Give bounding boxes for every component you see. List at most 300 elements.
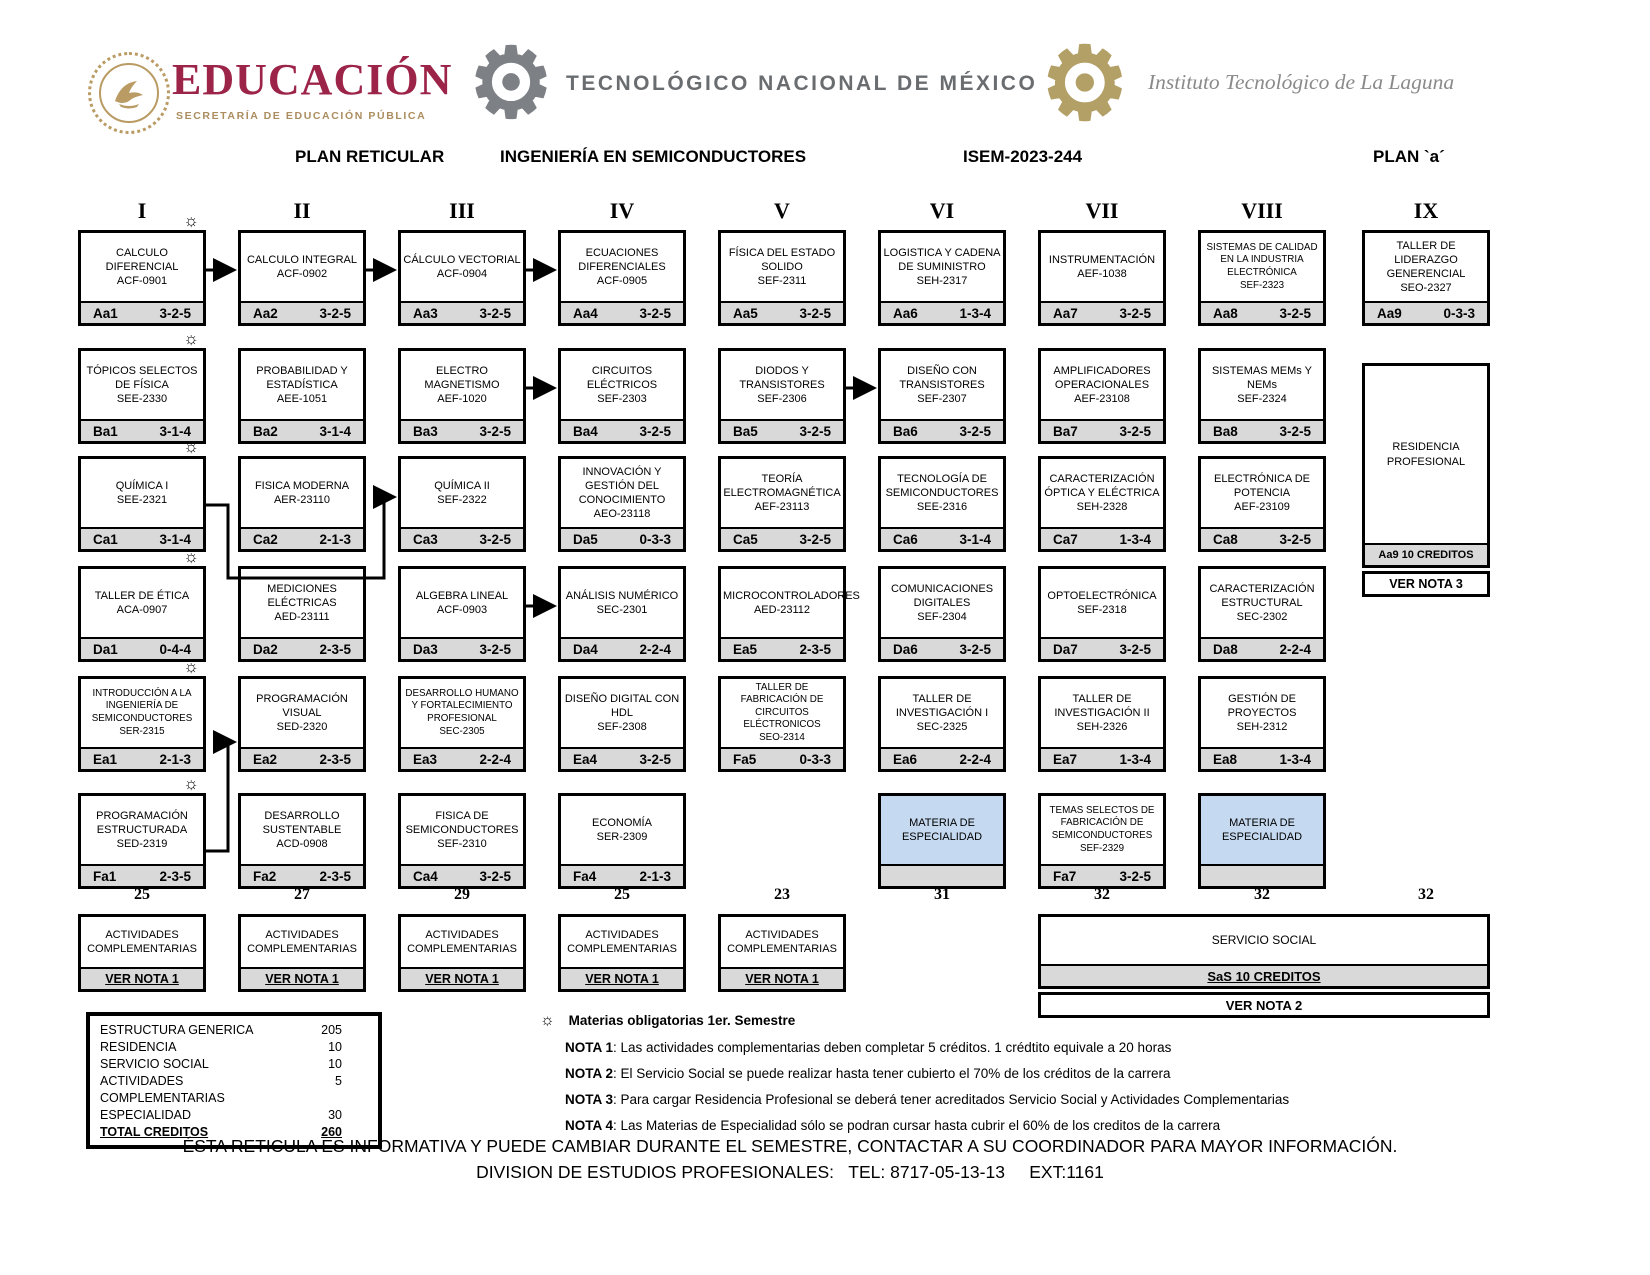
course-title	[881, 796, 1003, 864]
course-credits: 3-2-5	[1279, 305, 1311, 321]
semester-credit-total: 31	[934, 886, 950, 903]
course-credit-bar	[241, 864, 363, 886]
actividades-box	[398, 914, 526, 992]
course-credit-bar	[561, 864, 683, 886]
course-code: SEF-2329	[1079, 842, 1125, 854]
course-id: Fa7	[1053, 868, 1077, 884]
course-id: Aa8	[1213, 305, 1238, 321]
course-code: AEO-23118	[593, 508, 651, 521]
course-id: Aa7	[1053, 305, 1078, 321]
course-credits: 3-2-5	[159, 305, 191, 321]
credits-table-value: 260	[321, 1125, 342, 1139]
actividades-title	[561, 917, 683, 967]
course-id: Da2	[253, 641, 278, 657]
course-name: LOGISTICA Y CADENA DE SUMINISTRO	[883, 246, 1001, 273]
course-id: Ea4	[573, 751, 598, 767]
note-line: NOTA 3: Para cargar Residencia Profesional se deberá tener acreditados Servicio Social y Actividades Complementarias	[565, 1092, 1290, 1107]
course-code: SEF-2304	[917, 611, 967, 624]
course-code: ACF-0902	[276, 268, 328, 280]
course-id: Ea2	[253, 751, 278, 767]
course-title	[241, 569, 363, 637]
course-title	[81, 459, 203, 527]
course-credits: 3-2-5	[959, 423, 991, 439]
course-credit-bar	[881, 301, 1003, 323]
course-credit-bar	[721, 637, 843, 659]
course-id: Fa5	[733, 751, 757, 767]
semester-credit-total: 29	[454, 886, 470, 903]
course-name: MEDICIONES ELÉCTRICAS	[267, 582, 337, 609]
course-id: Ca8	[1213, 531, 1238, 547]
course-name: CIRCUITOS ELÉCTRICOS	[586, 364, 658, 391]
course-id: Ba4	[573, 423, 598, 439]
course-credits: 3-2-5	[1119, 641, 1151, 657]
course-name: FISICA MODERNA	[254, 479, 350, 492]
course-box	[398, 348, 526, 444]
actividades-note: VER NOTA 1	[105, 972, 179, 986]
course-id: Da1	[93, 641, 118, 657]
course-box	[1198, 456, 1326, 552]
course-credit-bar	[881, 419, 1003, 441]
course-id: Ea5	[733, 641, 758, 657]
course-name: DISEÑO CON TRANSISTORES	[899, 364, 985, 391]
course-title	[241, 459, 363, 527]
course-name: DIODOS Y TRANSISTORES	[739, 364, 825, 391]
course-title	[561, 796, 683, 864]
course-code: SEC-2302	[1236, 611, 1288, 624]
course-credits: 0-3-3	[799, 751, 831, 767]
note-label: NOTA 4	[565, 1118, 614, 1133]
actividades-note: VER NOTA 1	[265, 972, 339, 986]
course-name: CARACTERIZACIÓN ESTRUCTURAL	[1209, 582, 1315, 609]
course-box	[238, 230, 366, 326]
credits-table-row	[100, 1039, 370, 1056]
course-name: ANÁLISIS NUMÉRICO	[565, 589, 679, 602]
course-title	[1201, 679, 1323, 747]
course-credit-bar	[721, 747, 843, 769]
course-credits: 3-2-5	[1119, 423, 1151, 439]
sun-star-icon: ☼	[540, 1012, 555, 1029]
actividades-note-bar	[81, 967, 203, 989]
course-credit-bar	[241, 301, 363, 323]
course-credits: 1-3-4	[1119, 531, 1151, 547]
course-title	[1041, 569, 1163, 637]
course-box	[1198, 676, 1326, 772]
course-id: Aa9	[1377, 305, 1402, 321]
program-title: INGENIERÍA EN SEMICONDUCTORES	[500, 147, 807, 166]
course-title	[401, 459, 523, 527]
course-title	[561, 459, 683, 527]
credits-table-label: ACTIVIDADES COMPLEMENTARIAS	[100, 1074, 225, 1105]
course-credits: 2-3-5	[319, 641, 351, 657]
course-credit-bar	[1365, 301, 1487, 323]
course-title	[81, 233, 203, 301]
actividades-note-bar	[401, 967, 523, 989]
course-credit-bar	[401, 864, 523, 886]
course-name: DISEÑO DIGITAL CON HDL	[564, 692, 680, 719]
course-credits: 3-2-5	[479, 868, 511, 884]
course-id: Da7	[1053, 641, 1078, 657]
actividades-name: ACTIVIDADES COMPLEMENTARIAS	[247, 928, 357, 955]
course-title	[721, 569, 860, 637]
course-title	[241, 679, 363, 747]
semester-header: IX	[1413, 198, 1439, 223]
course-box	[398, 676, 526, 772]
course-code: SEH-2328	[1076, 501, 1128, 514]
semester-header: IV	[609, 198, 635, 223]
itl-wordmark: Instituto Tecnológico de La Laguna	[1148, 70, 1455, 94]
course-credit-bar	[241, 419, 363, 441]
course-credits: 3-2-5	[639, 751, 671, 767]
course-box	[1038, 676, 1166, 772]
semester-header: III	[449, 198, 475, 223]
course-id: Da8	[1213, 641, 1238, 657]
course-code: ACF-0904	[436, 268, 488, 280]
course-box	[558, 566, 686, 662]
course-id: Ca6	[893, 531, 918, 547]
semester-credit-total: 27	[294, 886, 310, 903]
course-name: QUÍMICA II	[434, 479, 490, 492]
course-title	[721, 233, 843, 301]
course-id: Ba5	[733, 423, 758, 439]
course-box	[238, 348, 366, 444]
tecnm-gear-icon: ⚙	[468, 30, 555, 137]
note-line: NOTA 2: El Servicio Social se puede realizar hasta tener cubierto el 70% de los créditos de la carrera	[565, 1066, 1171, 1081]
course-box	[1038, 566, 1166, 662]
semester-header: V	[774, 198, 790, 223]
course-box	[878, 348, 1006, 444]
itl-gear-icon: ⚙	[1040, 28, 1130, 140]
course-credits: 1-3-4	[1279, 751, 1311, 767]
course-credit-bar	[881, 864, 1003, 886]
course-id: Ca1	[93, 531, 118, 547]
sun-star-icon: ☼	[183, 657, 199, 676]
course-code: SEH-2317	[916, 275, 968, 288]
course-credit-bar	[721, 301, 843, 323]
course-credit-bar	[561, 637, 683, 659]
credits-table-row	[100, 1056, 370, 1073]
course-id: Fa2	[253, 868, 277, 884]
semester-credit-total: 25	[614, 886, 630, 903]
course-box	[238, 676, 366, 772]
note-label: NOTA 3	[565, 1092, 614, 1107]
course-id: Ba8	[1213, 423, 1238, 439]
course-credit-bar	[1201, 527, 1323, 549]
residencia-title: RESIDENCIA PROFESIONAL	[1386, 441, 1466, 468]
course-credits: 2-1-3	[639, 868, 671, 884]
course-box	[398, 230, 526, 326]
credits-table-label: TOTAL CREDITOS	[100, 1125, 209, 1139]
credits-table-value: 205	[321, 1023, 342, 1037]
course-box	[398, 566, 526, 662]
course-id: Ca4	[413, 868, 438, 884]
course-id: Ea7	[1053, 751, 1078, 767]
semester-credit-total: 23	[774, 886, 790, 903]
actividades-note-bar	[721, 967, 843, 989]
course-title	[721, 351, 843, 419]
actividades-box	[238, 914, 366, 992]
course-code: SEE-2330	[116, 393, 168, 406]
course-credit-bar	[1201, 637, 1323, 659]
actividades-note-bar	[241, 967, 363, 989]
course-box	[558, 676, 686, 772]
footer-disclaimer: ÉSTA RETICULA ES INFORMATIVA Y PUEDE CAMBIAR DURANTE EL SEMESTRE, CONTACTAR A SU COORDINADOR PARA MAYOR INFORMACIÓN.	[182, 1136, 1398, 1156]
course-title	[81, 796, 203, 864]
course-id: Da6	[893, 641, 918, 657]
course-credit-bar	[1201, 301, 1323, 323]
semester-credit-total: 32	[1418, 886, 1434, 903]
course-box	[238, 793, 366, 889]
course-credits: 3-2-5	[479, 641, 511, 657]
course-id: Ea1	[93, 751, 118, 767]
course-name: TEMAS SELECTOS DE FABRICACIÓN DE SEMICONDUCTORES	[1049, 804, 1155, 841]
semester-header: VIII	[1241, 198, 1283, 223]
course-credit-bar	[1201, 419, 1323, 441]
course-box	[78, 211, 206, 326]
course-box	[878, 456, 1006, 552]
course-credit-bar	[1041, 747, 1163, 769]
course-box	[1038, 793, 1166, 889]
course-credits: 2-1-3	[159, 751, 191, 767]
tecnm-wordmark: TECNOLÓGICO NACIONAL DE MÉXICO	[566, 72, 1038, 95]
course-credit-bar	[1041, 637, 1163, 659]
residencia-credit-bar	[1365, 543, 1487, 565]
specialty-course-box	[878, 793, 1006, 889]
course-id: Ba6	[893, 423, 918, 439]
course-title	[401, 796, 523, 864]
course-id: Aa2	[253, 305, 278, 321]
course-credits: 3-1-4	[319, 423, 351, 439]
course-id: Ea8	[1213, 751, 1238, 767]
course-code: SEF-2306	[757, 393, 807, 406]
course-code: SER-2315	[119, 725, 165, 737]
credits-table-label: SERVICIO SOCIAL	[100, 1057, 209, 1071]
actividades-title	[401, 917, 523, 967]
semester-credit-total: 25	[134, 886, 150, 903]
course-credits: 3-2-5	[799, 423, 831, 439]
course-credit-bar	[881, 527, 1003, 549]
course-box	[398, 793, 526, 889]
course-credits: 3-2-5	[1279, 531, 1311, 547]
course-credit-bar	[401, 637, 523, 659]
course-name: MATERIA DE ESPECIALIDAD	[901, 816, 983, 843]
course-title	[1365, 233, 1487, 301]
course-code: ACF-0905	[596, 275, 648, 288]
course-credits: 3-2-5	[319, 305, 351, 321]
course-title	[401, 351, 523, 419]
plan-code: ISEM-2023-244	[963, 147, 1083, 166]
course-name: SISTEMAS MEMs Y NEMs	[1211, 364, 1313, 391]
course-code: AEF-23109	[1234, 501, 1290, 514]
course-credits: 3-2-5	[1119, 305, 1151, 321]
course-name: MICROCONTROLADORES	[723, 589, 860, 602]
course-credit-bar	[81, 747, 203, 769]
actividades-note: VER NOTA 1	[585, 972, 659, 986]
course-credits: 3-2-5	[1119, 868, 1151, 884]
course-credit-bar	[81, 637, 203, 659]
course-box	[78, 657, 206, 772]
course-box	[878, 230, 1006, 326]
course-box	[558, 793, 686, 889]
course-code: SEC-2305	[439, 725, 485, 737]
course-code: SEF-2324	[1237, 393, 1287, 406]
sun-star-icon: ☼	[183, 211, 199, 230]
course-title	[881, 569, 1003, 637]
course-title	[1201, 796, 1323, 864]
course-code: SEF-2318	[1077, 604, 1127, 616]
course-credits: 2-1-3	[319, 531, 351, 547]
course-title	[241, 233, 363, 301]
course-box	[558, 348, 686, 444]
course-name: QUÍMICA I	[115, 479, 169, 492]
actividades-name: ACTIVIDADES COMPLEMENTARIAS	[87, 928, 197, 955]
actividades-name: ACTIVIDADES COMPLEMENTARIAS	[407, 928, 517, 955]
course-credit-bar	[241, 747, 363, 769]
course-code: AEF-1038	[1077, 268, 1127, 280]
course-name: SISTEMAS DE CALIDAD EN LA INDUSTRIA ELECTRÓNICA	[1206, 241, 1318, 278]
course-id: Fa1	[93, 868, 117, 884]
course-box	[1362, 230, 1490, 326]
course-credits: 3-2-5	[639, 305, 671, 321]
course-title	[1041, 351, 1163, 419]
note-label: NOTA 2	[565, 1066, 614, 1081]
credits-table-value: 10	[328, 1057, 342, 1071]
course-credit-bar	[1201, 864, 1323, 886]
course-credit-bar	[561, 419, 683, 441]
legend-mandatory-first-semester: ☼ Materias obligatorias 1er. Semestre	[540, 1012, 796, 1029]
course-title	[1041, 679, 1163, 747]
course-title	[1201, 351, 1323, 419]
actividades-title	[241, 917, 363, 967]
course-box	[238, 456, 366, 552]
credits-table-value: 30	[328, 1108, 342, 1122]
course-name: MATERIA DE ESPECIALIDAD	[1221, 816, 1303, 843]
course-credits: 3-2-5	[479, 531, 511, 547]
credits-table-label: ESTRUCTURA GENERICA	[100, 1023, 254, 1037]
sep-wordmark: EDUCACIÓN	[172, 55, 453, 104]
course-box	[718, 676, 846, 772]
course-credits: 0-3-3	[639, 531, 671, 547]
course-id: Ba2	[253, 423, 278, 439]
course-credits: 3-1-4	[959, 531, 991, 547]
course-code: SEF-2310	[437, 838, 487, 851]
sep-seal-logo	[88, 52, 170, 134]
course-name: ALGEBRA LINEAL	[415, 589, 509, 602]
course-credit-bar	[721, 419, 843, 441]
course-credits: 2-3-5	[319, 751, 351, 767]
course-credits: 0-3-3	[1443, 305, 1475, 321]
course-box	[398, 456, 526, 552]
course-title	[81, 569, 203, 637]
page-title: PLAN RETICULAR	[295, 147, 445, 166]
course-title	[241, 351, 363, 419]
course-name: GESTIÓN DE PROYECTOS	[1227, 692, 1297, 719]
course-credit-bar	[1041, 527, 1163, 549]
actividades-note-bar	[561, 967, 683, 989]
semester-header: I	[137, 198, 147, 223]
actividades-box	[78, 914, 206, 992]
course-credit-bar	[401, 747, 523, 769]
course-title	[1041, 459, 1163, 527]
actividades-title	[721, 917, 843, 967]
course-credit-bar	[81, 301, 203, 323]
course-box	[1198, 566, 1326, 662]
sun-star-icon: ☼	[183, 437, 199, 456]
course-box	[718, 230, 846, 326]
course-credit-bar	[561, 301, 683, 323]
course-credit-bar	[721, 527, 843, 549]
credits-table-label: RESIDENCIA	[100, 1040, 177, 1054]
course-name: ECONOMÍA	[592, 816, 652, 829]
course-credits: 2-2-4	[959, 751, 991, 767]
actividades-note: VER NOTA 1	[745, 972, 819, 986]
course-id: Ca3	[413, 531, 438, 547]
course-id: Ea6	[893, 751, 918, 767]
course-credits: 2-2-4	[1279, 641, 1311, 657]
course-title	[1201, 459, 1323, 527]
course-name: TALLER DE LIDERAZGO GENERENCIAL	[1386, 239, 1466, 280]
course-code: AED-23111	[274, 611, 330, 624]
course-id: Aa6	[893, 305, 918, 321]
servicio-social-credit-bar	[1041, 964, 1487, 986]
course-title	[81, 351, 203, 419]
course-code: SEE-2321	[116, 494, 168, 506]
course-name: INSTRUMENTACIÓN	[1048, 253, 1156, 266]
course-credit-bar	[241, 637, 363, 659]
course-credits: 3-2-5	[479, 305, 511, 321]
course-credit-bar	[881, 747, 1003, 769]
course-credit-bar	[401, 419, 523, 441]
course-credits: 3-2-5	[959, 641, 991, 657]
course-id: Ca7	[1053, 531, 1078, 547]
course-code: SEH-2326	[1076, 721, 1128, 734]
footer-contact: DIVISION DE ESTUDIOS PROFESIONALES: TEL: 8717-05-13-13 EXT:1161	[476, 1162, 1104, 1182]
course-code: SED-2320	[276, 721, 328, 734]
note-label: NOTA 1	[565, 1040, 614, 1055]
course-box	[718, 566, 860, 662]
course-id: Aa4	[573, 305, 598, 321]
course-box	[1038, 456, 1166, 552]
course-title	[721, 459, 843, 527]
course-name: CARACTERIZACIÓN ÓPTICA Y ELÉCTRICA	[1044, 472, 1160, 499]
course-code: SEF-2303	[597, 393, 647, 406]
residencia-note-box: VER NOTA 3	[1362, 571, 1490, 597]
course-title	[1041, 796, 1163, 864]
course-name: AMPLIFICADORES OPERACIONALES	[1053, 364, 1151, 391]
course-title	[81, 679, 203, 747]
actividades-box	[558, 914, 686, 992]
course-credits: 2-2-4	[639, 641, 671, 657]
course-code: ACD-0908	[276, 838, 328, 851]
course-title	[1201, 233, 1323, 301]
course-box	[1038, 230, 1166, 326]
credits-table-row	[100, 1022, 370, 1039]
course-credit-bar	[81, 864, 203, 886]
course-code: AEF-23113	[754, 501, 810, 514]
course-id: Aa5	[733, 305, 758, 321]
course-box	[78, 437, 206, 552]
course-id: Aa1	[93, 305, 118, 321]
course-name: ECUACIONES DIFERENCIALES	[578, 246, 666, 273]
course-title	[561, 569, 683, 637]
course-code: SEF-2307	[917, 393, 967, 406]
course-code: SEE-2316	[916, 501, 968, 514]
course-box	[1198, 230, 1326, 326]
course-id: Ca5	[733, 531, 758, 547]
course-id: Fa4	[573, 868, 597, 884]
course-name: ELECTRO MAGNETISMO	[424, 364, 500, 391]
course-name: ELECTRÓNICA DE POTENCIA	[1214, 472, 1310, 499]
course-credits: 2-2-4	[479, 751, 511, 767]
